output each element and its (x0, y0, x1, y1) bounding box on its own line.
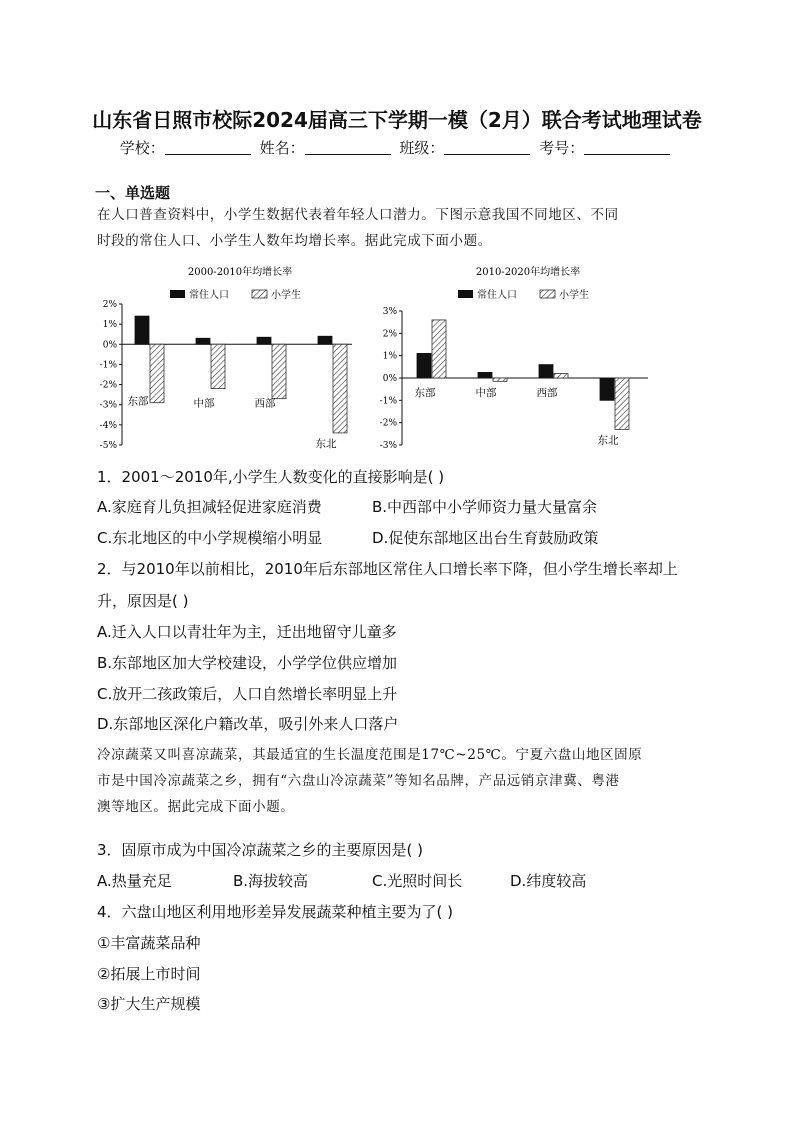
y-tick-label: 3% (382, 307, 397, 317)
bar-pupil (272, 344, 286, 398)
y-tick-label: 2% (102, 300, 117, 310)
bar-resident (539, 365, 553, 378)
y-tick-label: -2% (379, 418, 397, 429)
passage-line: 市是中国冷凉蔬菜之乡，拥有“六盘山冷凉蔬菜”等知名品牌，产品远销京津冀、粤港 (97, 773, 620, 789)
q3-stem: 3．固原市成为中国冷凉蔬菜之乡的主要原因是( ) (97, 841, 424, 859)
class-blank (444, 140, 530, 155)
page-title: 山东省日照市校际2024届高三下学期一模（2月）联合考试地理试卷 (92, 108, 702, 132)
category-label: 西部 (536, 387, 558, 399)
school-blank (165, 140, 251, 155)
passage-line: 澳等地区。据此完成下面小题。 (97, 799, 295, 815)
q3-option-d[interactable]: D.纬度较高 (510, 872, 587, 890)
y-tick-label: -2% (99, 380, 117, 391)
category-label: 东北 (315, 437, 337, 450)
bar-resident (318, 336, 332, 344)
name-blank (305, 140, 391, 155)
q4-item-3: ③扩大生产规模 (97, 995, 201, 1013)
intro-line: 时段的常住人口、小学生人数年均增长率。据此完成下面小题。 (97, 233, 492, 249)
q2-option-c[interactable]: C.放开二孩政策后，人口自然增长率明显上升 (97, 685, 398, 703)
section-heading: 一、单选题 (95, 184, 171, 202)
bar-resident (478, 372, 492, 378)
q4-stem: 4．六盘山地区利用地形差异发展蔬菜种植主要为了( ) (97, 903, 454, 921)
charts-figure (90, 262, 710, 458)
y-tick-label: -5% (99, 441, 117, 451)
q1-stem: 1．2001～2010年,小学生人数变化的直接影响是( ) (97, 468, 445, 486)
bar-resident (257, 337, 271, 344)
legend-label: 常住人口 (189, 290, 229, 301)
bar-pupil (615, 378, 629, 429)
chart-title: 2000-2010年均增长率 (187, 267, 293, 278)
q1-option-b[interactable]: B.中西部中小学师资力量大量富余 (372, 498, 598, 516)
q3-option-b[interactable]: B.海拔较高 (233, 872, 309, 890)
q1-option-a[interactable]: A.家庭育儿负担减轻促进家庭消费 (97, 498, 322, 516)
chart-2000-2010 (100, 265, 352, 451)
category-label: 东部 (127, 395, 149, 408)
bar-pupil (211, 344, 225, 388)
bar-pupil (333, 344, 347, 433)
id-blank (584, 140, 670, 155)
intro-line: 在人口普查资料中，小学生数据代表着年轻人口潜力。下图示意我国不同地区、不同 (97, 207, 619, 223)
bar-resident (600, 378, 614, 400)
name-label: 姓名： (259, 139, 305, 157)
q4-item-2: ②拓展上市时间 (97, 965, 201, 983)
y-tick-label: -3% (379, 441, 397, 451)
legend-label: 小学生 (271, 290, 301, 301)
chart-2010-2020 (380, 265, 648, 451)
class-label: 班级： (399, 139, 445, 157)
y-tick-label: 0% (102, 340, 117, 351)
q2-option-a[interactable]: A.迁入人口以青壮年为主，迁出地留守儿童多 (97, 623, 397, 641)
q4-item-1: ①丰富蔬菜品种 (97, 934, 201, 952)
y-tick-label: -4% (99, 420, 117, 431)
bar-pupil (554, 374, 568, 378)
category-label: 中部 (475, 387, 497, 399)
y-tick-label: 0% (382, 374, 397, 384)
bar-resident (196, 338, 210, 344)
passage-line: 冷凉蔬菜又叫喜凉蔬菜，其最适宜的生长温度范围是17℃~25℃。宁夏六盘山地区固原 (97, 747, 643, 763)
legend-swatch-hatched (540, 290, 555, 298)
q2-stem-line2: 升，原因是( ) (97, 592, 189, 610)
q2-stem-line1: 2．与2010年以前相比，2010年后东部地区常住人口增长率下降，但小学生增长率却上 (97, 560, 678, 578)
bar-pupil (150, 344, 164, 402)
student-info-line (0, 137, 794, 158)
id-label: 考号： (539, 139, 585, 157)
category-label: 东北 (597, 434, 619, 447)
category-label: 东部 (414, 387, 436, 399)
bar-resident (417, 353, 431, 378)
y-tick-label: 1% (382, 351, 397, 362)
passage-paragraph (97, 742, 699, 820)
category-label: 西部 (254, 397, 276, 410)
bar-pupil (432, 320, 446, 378)
y-tick-label: -3% (99, 400, 117, 411)
y-tick-label: 1% (102, 320, 117, 331)
legend-swatch-solid (170, 290, 185, 298)
q3-option-a[interactable]: A.热量充足 (97, 872, 172, 890)
intro-paragraph (97, 202, 699, 254)
q3-option-c[interactable]: C.光照时间长 (372, 872, 463, 890)
legend-swatch-solid (458, 290, 473, 298)
legend-label: 常住人口 (477, 290, 517, 301)
q2-option-b[interactable]: B.东部地区加大学校建设，小学学位供应增加 (97, 654, 398, 672)
category-label: 中部 (193, 397, 215, 410)
y-tick-label: -1% (99, 360, 117, 371)
bar-resident (135, 316, 149, 344)
bar-pupil (493, 378, 507, 381)
q2-option-d[interactable]: D.东部地区深化户籍改革，吸引外来人口落户 (97, 715, 399, 733)
legend-swatch-hatched (252, 290, 267, 298)
chart-title: 2010-2020年均增长率 (475, 267, 581, 278)
y-tick-label: 2% (382, 329, 397, 340)
school-label: 学校： (119, 139, 165, 157)
y-tick-label: -1% (379, 396, 397, 407)
q1-option-c[interactable]: C.东北地区的中小学规模缩小明显 (97, 529, 323, 547)
legend-label: 小学生 (559, 290, 589, 301)
q1-option-d[interactable]: D.促使东部地区出台生育鼓励政策 (372, 529, 599, 547)
